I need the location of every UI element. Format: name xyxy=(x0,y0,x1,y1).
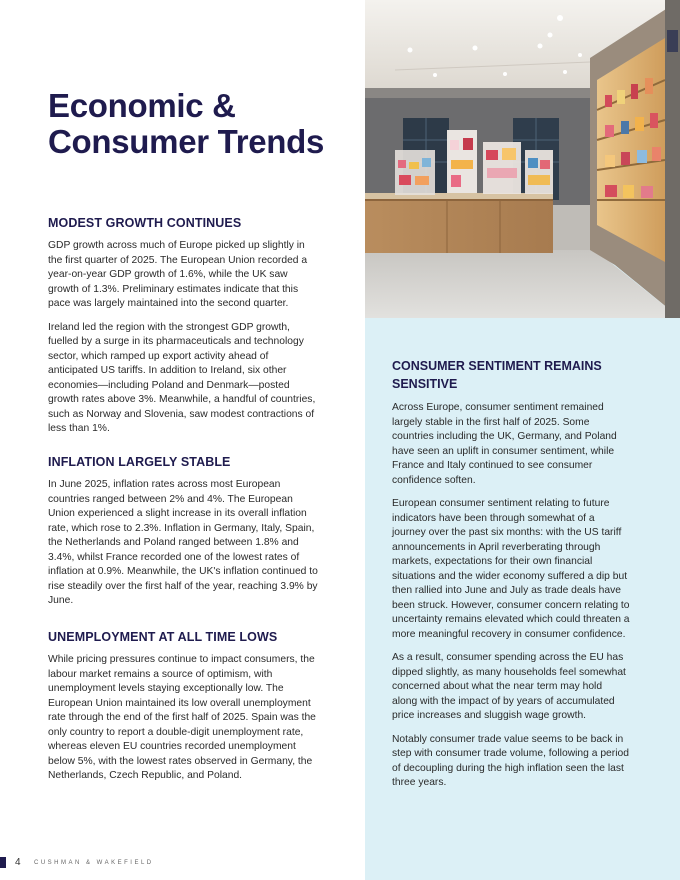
section-modest-growth xyxy=(48,215,318,446)
section-unemployment xyxy=(48,629,318,793)
section-heading: CONSUMER SENTIMENT REMAINS SENSITIVE xyxy=(392,359,602,391)
section-heading: INFLATION LARGELY STABLE xyxy=(48,455,231,469)
paragraph: In June 2025, inflation rates across most European countries ranged between 2% and 4%. The European Union experienced a slight increase in its overall inflation rate, which rose to 2.3%. Inflation in Germany, Italy, Spain, the Netherlands and Poland ranged between 1.8% and 3.4%, whilst France recorded one of the lowest rates of inflation at 0.9%. Meanwhile, the UK's inflation continued to rise steadily over the first half of the year, reaching 3.9% by June. xyxy=(48,479,318,606)
section-heading: UNEMPLOYMENT AT ALL TIME LOWS xyxy=(48,630,278,644)
paragraph: As a result, consumer spending across the EU has dipped slightly, as many households feel somewhat concerned about what the near term may hold along with the impact of by years of accumulated price increases and sluggish wage growth. xyxy=(392,652,626,721)
page-title: Economic & Consumer Trends xyxy=(48,87,325,160)
paragraph: Notably consumer trade value seems to be back in step with consumer trade volume, following a period of decoupling during the high inflation seen the last three years. xyxy=(392,733,629,788)
paragraph: Ireland led the region with the strongest GDP growth, fuelled by a surge in its pharmaceuticals and technology sector, which ramped up export activity ahead of anticipated US tariffs. In addition to Ireland, six other economies—including Poland and Denmark—posted growth rates above 3%. Meanwhile, a handful of countries, such as Norway and Slovenia, saw modest contractions of less than 1%. xyxy=(48,321,316,434)
footer-accent-bar xyxy=(0,857,6,868)
retail-store-interior-photo xyxy=(365,0,680,318)
paragraph: While pricing pressures continue to impact consumers, the labour market remains a source of optimism, with unemployment levels staying exceptionally low. The European Union maintained its low overall unemployment rate through the end of the first half of 2025. Spain was the only country to report a double-digit unemployment rate, whereas eleven EU countries recorded unemployment below 5%, with the lowest rates observed in Germany, the Netherlands, Czech Republic, and Poland. xyxy=(48,654,316,781)
section-inflation xyxy=(48,454,318,618)
section-heading: MODEST GROWTH CONTINUES xyxy=(48,216,242,230)
paragraph: Across Europe, consumer sentiment remained largely stable in the first half of 2025. Some countries including the UK, Germany, and Poland have seen an uplift in consumer sentiment, while France and Italy continued to see consumer confidence soften. xyxy=(392,402,617,486)
section-consumer-sentiment xyxy=(392,357,630,800)
footer-brand: CUSHMAN & WAKEFIELD xyxy=(34,860,154,866)
paragraph: GDP growth across much of Europe picked up slightly in the first quarter of 2025. The European Union recorded a year-on-year GDP growth of 1.6%, while the UK saw growth of 1.3%. Preliminary estimates indicate that this pace was largely maintained into the second quarter. xyxy=(48,240,308,309)
page-number: 4 xyxy=(15,857,21,868)
paragraph: European consumer sentiment relating to future indicators have been through somewhat of a journey over the past six months: with the US tariff announcements in April reverberating through markets, expectations for their own financial situations and the wider economy suffered a dip but then rallied into June and July as trade deals have been struck. However, consumer concern relating to uncertainty remains elevated which could threaten a more meaningful recovery in consumer confidence. xyxy=(392,498,630,640)
page-footer xyxy=(0,856,300,870)
